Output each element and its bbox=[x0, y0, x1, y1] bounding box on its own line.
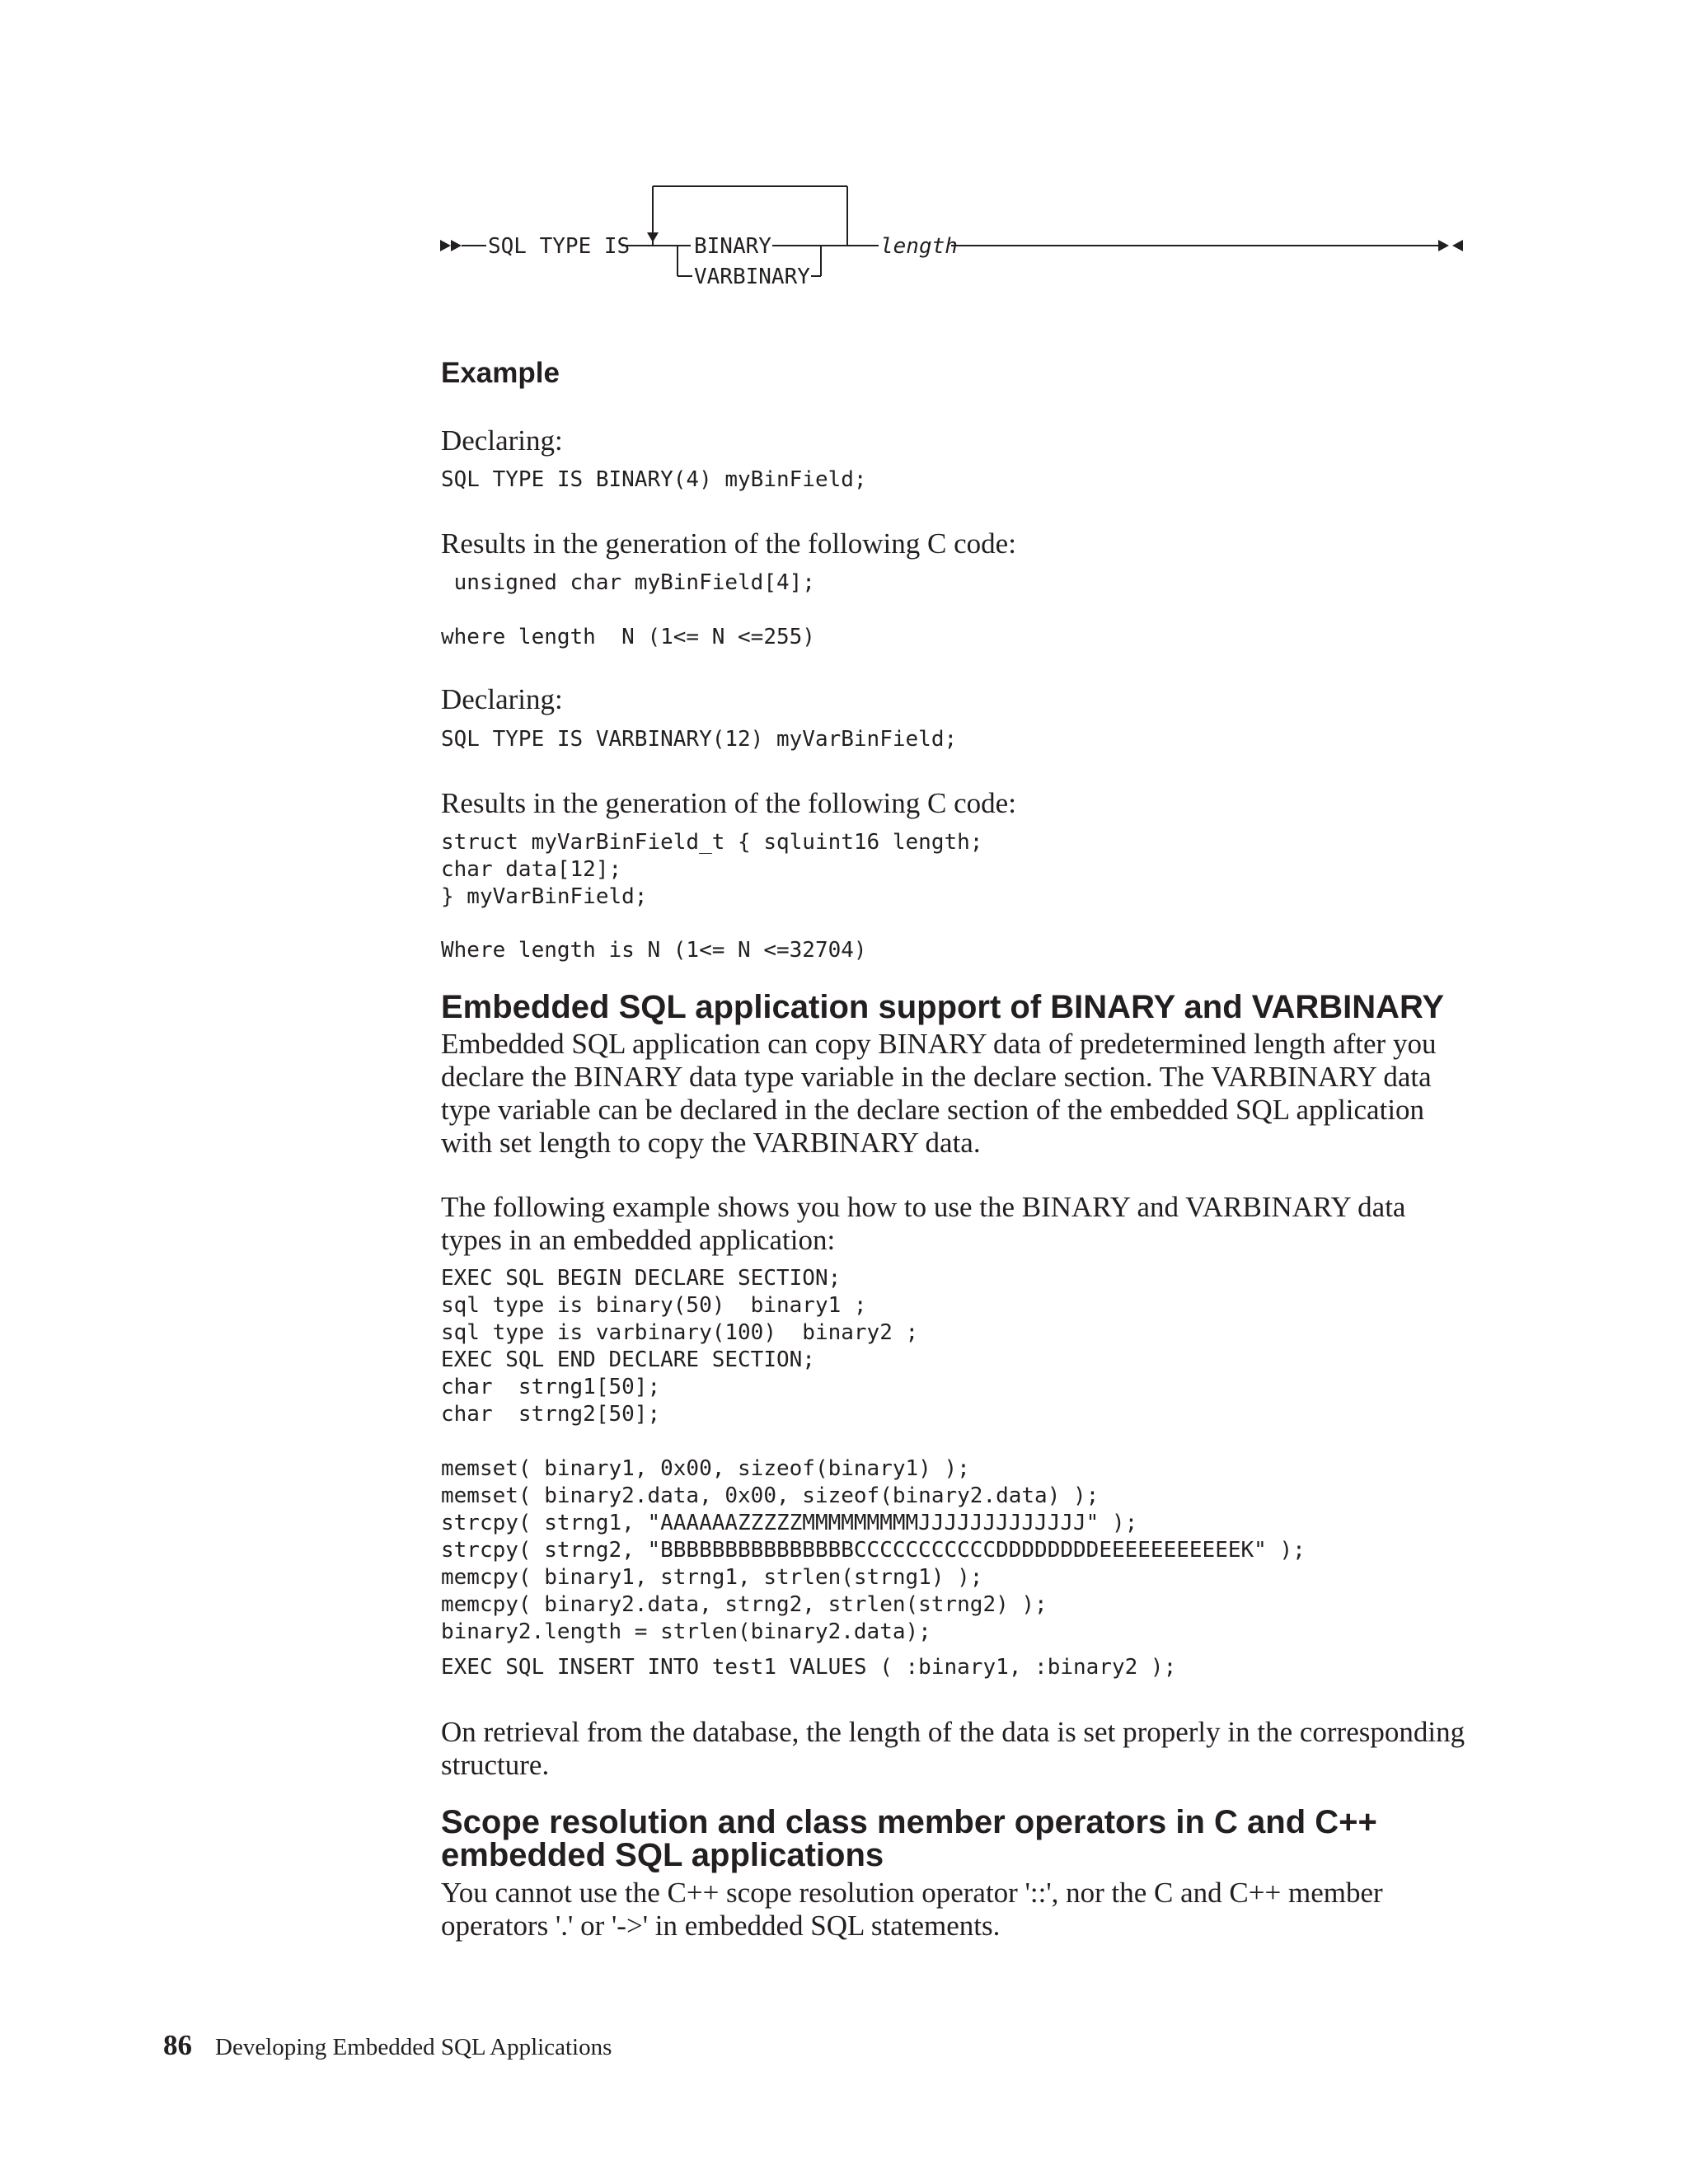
diagram-option-varbinary: VARBINARY bbox=[694, 265, 810, 289]
page-footer bbox=[163, 2029, 612, 2062]
section-scope-para: You cannot use the C++ scope resolution operator '::', nor the C and C++ member operators '.' or '->' in embedded SQL statements. bbox=[441, 1877, 1383, 1942]
code-declare-binary: SQL TYPE IS BINARY(4) myBinField; bbox=[441, 467, 867, 492]
diagram-param: length bbox=[880, 234, 958, 259]
syntax-diagram bbox=[0, 0, 1688, 330]
declaring-label-1: Declaring: bbox=[441, 424, 563, 457]
code-result-binary: unsigned char myBinField[4]; bbox=[441, 570, 815, 595]
where-length-varbinary: Where length is N (1<= N <=32704) bbox=[441, 938, 867, 963]
section-heading-scope-resolution: Scope resolution and class member operators in C and C++ embedded SQL applications bbox=[441, 1804, 1377, 1873]
page-number: 86 bbox=[163, 2029, 192, 2061]
section-binary-para-2: The following example shows you how to use the BINARY and VARBINARY data types in an embedded application: bbox=[441, 1191, 1406, 1256]
end-arrow-icon bbox=[1438, 240, 1449, 251]
code-example-declare: EXEC SQL BEGIN DECLARE SECTION; sql type is binary(50) binary1 ; sql type is varbinary(100) binary2 ; EXEC SQL END DECLARE SECTION; char strng1[50]; char strng2[50]; bbox=[441, 1266, 919, 1427]
book-title: Developing Embedded SQL Applications bbox=[215, 2034, 612, 2060]
code-result-varbinary: struct myVarBinField_t { sqluint16 length; char data[12]; } myVarBinField; bbox=[441, 830, 983, 909]
example-heading: Example bbox=[441, 357, 560, 389]
end-arrow-icon-2 bbox=[1452, 240, 1463, 251]
start-arrow-icon-2 bbox=[451, 240, 462, 251]
where-length-binary: where length N (1<= N <=255) bbox=[441, 625, 815, 649]
diagram-option-binary: BINARY bbox=[694, 234, 771, 259]
results-label-1: Results in the generation of the following C code: bbox=[441, 527, 1016, 560]
section-binary-para-3: On retrieval from the database, the length of the data is set properly in the corresponding structure. bbox=[441, 1716, 1465, 1781]
section-binary-para-1: Embedded SQL application can copy BINARY data of predetermined length after you declare the BINARY data type variable in the declare section. The VARBINARY data type variable can be declared in the declare section of the embedded SQL application with set length to copy the VARBINARY data. bbox=[441, 1028, 1437, 1159]
results-label-2: Results in the generation of the following C code: bbox=[441, 787, 1016, 819]
code-declare-varbinary: SQL TYPE IS VARBINARY(12) myVarBinField; bbox=[441, 727, 958, 752]
section-heading-binary-support: Embedded SQL application support of BINARY and VARBINARY bbox=[441, 989, 1445, 1025]
code-example-copy: memset( binary1, 0x00, sizeof(binary1) ); memset( binary2.data, 0x00, sizeof(binary2.data) ); strcpy( strng1, "AAAAAAZZZZZMMMMMMMMMJJJJJJJJJJJJJ" ); strcpy( strng2, "BBBBBBBBBBBBBBBCCCCCCCCCCCDDDDDDDDEEEEEEEEEEEK" ); memcpy( binary1, strng1, strlen(strng1) ); memcpy( binary2.data, strng2, strlen(strng2) ); binary2.length = strlen(binary2.data); bbox=[441, 1456, 1306, 1644]
declaring-label-2: Declaring: bbox=[441, 683, 563, 715]
diagram-keyword: SQL TYPE IS bbox=[488, 234, 631, 259]
code-example-insert: EXEC SQL INSERT INTO test1 VALUES ( :binary1, :binary2 ); bbox=[441, 1655, 1177, 1680]
repeat-arrow-icon bbox=[647, 232, 659, 242]
start-arrow-icon bbox=[440, 240, 451, 251]
